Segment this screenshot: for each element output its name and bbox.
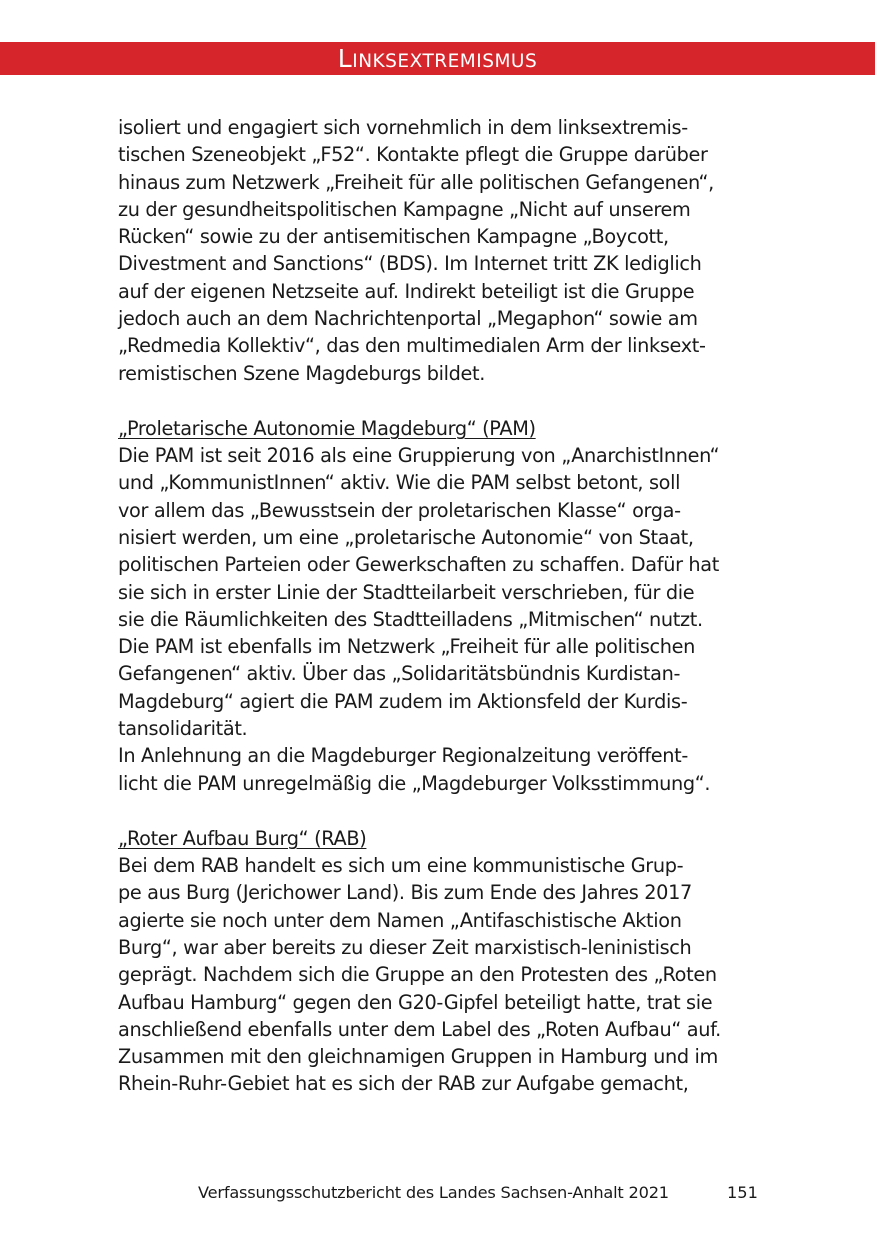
section-heading-rab: „Roter Aufbau Burg“ (RAB) [118, 826, 367, 850]
text-line: pe aus Burg (Jerichower Land). Bis zum Ende des Jahres 2017 [118, 881, 692, 905]
text-line: Divestment and Sanctions“ (BDS). Im Internet tritt ZK lediglich [118, 252, 702, 276]
section-rab [118, 825, 766, 1098]
text-line: isoliert und engagiert sich vornehmlich in dem linksextremis- [118, 116, 688, 139]
footer-publication-title: Verfassungsschutzbericht des Landes Sachsen-Anhalt 2021 [198, 1183, 669, 1202]
chapter-title [0, 43, 875, 77]
page-body [118, 114, 766, 1098]
text-line: Die PAM ist ebenfalls im Netzwerk „Freiheit für alle politischen [118, 635, 696, 659]
chapter-title-rest: INKSEXTREMISMUS [352, 51, 538, 72]
text-line: tansolidarität. [118, 717, 248, 741]
section-heading-pam: „Proletarische Autonomie Magdeburg“ (PAM) [118, 416, 536, 440]
text-line: Magdeburg“ agiert die PAM zudem im Aktionsfeld der Kurdis- [118, 689, 688, 713]
text-line: hinaus zum Netzwerk „Freiheit für alle politischen Gefangenen“, [118, 170, 714, 194]
paragraph-gap [118, 387, 766, 415]
section-pam [118, 415, 766, 797]
text-line: Burg“, war aber bereits zu dieser Zeit marxistisch-leninistisch [118, 935, 692, 959]
text-line: agierte sie noch unter dem Namen „Antifaschistische Aktion [118, 908, 682, 932]
text-line: remistischen Szene Magdeburgs bildet. [118, 361, 486, 385]
text-line: sie die Räumlichkeiten des Stadtteilladens „Mitmischen“ nutzt. [118, 607, 703, 631]
text-line: „Redmedia Kollektiv“, das den multimedialen Arm der linksext- [118, 334, 706, 358]
text-line: politischen Parteien oder Gewerkschaften zu schaffen. Dafür hat [118, 553, 719, 577]
text-line: nisiert werden, um eine „proletarische Autonomie“ von Staat, [118, 525, 694, 549]
text-line: Aufbau Hamburg“ gegen den G20-Gipfel beteiligt hatte, trat sie [118, 990, 713, 1014]
text-line: Die PAM ist seit 2016 als eine Gruppierung von „AnarchistInnen“ [118, 444, 720, 468]
text-line: licht die PAM unregelmäßig die „Magdeburger Volksstimmung“. [118, 771, 711, 795]
text-line: Zusammen mit den gleichnamigen Gruppen in Hamburg und im [118, 1045, 718, 1069]
text-line: tischen Szeneobjekt „F52“. Kontakte pflegt die Gruppe darüber [118, 143, 708, 167]
text-line: Rücken“ sowie zu der antisemitischen Kampagne „Boycott, [118, 225, 669, 249]
chapter-header-band [0, 42, 875, 75]
text-line: jedoch auch an dem Nachrichtenportal „Megaphon“ sowie am [118, 307, 698, 331]
chapter-title-initial: L [337, 44, 353, 73]
section-heading-line [118, 415, 766, 442]
page-number: 151 [727, 1183, 758, 1202]
text-line: sie sich in erster Linie der Stadtteilarbeit verschrieben, für die [118, 580, 695, 604]
text-line: auf der eigenen Netzseite auf. Indirekt beteiligt ist die Gruppe [118, 279, 695, 303]
text-line: zu der gesundheitspolitischen Kampagne „Nicht auf unserem [118, 197, 691, 221]
text-line: Bei dem RAB handelt es sich um eine kommunistische Grup- [118, 854, 684, 878]
text-line: und „KommunistInnen“ aktiv. Wie die PAM selbst betont, soll [118, 471, 681, 495]
text-line: In Anlehnung an die Magdeburger Regionalzeitung veröffent- [118, 744, 688, 768]
paragraph-gap [118, 797, 766, 825]
paragraph-zk-continuation [118, 114, 766, 387]
text-line: Gefangenen“ aktiv. Über das „Solidaritätsbündnis Kurdistan- [118, 662, 681, 686]
text-line: anschließend ebenfalls unter dem Label des „Roten Aufbau“ auf. [118, 1017, 721, 1041]
text-line: vor allem das „Bewusstsein der proletarischen Klasse“ orga- [118, 498, 681, 522]
text-line: geprägt. Nachdem sich die Gruppe an den Protesten des „Roten [118, 963, 717, 987]
section-heading-line [118, 825, 766, 852]
text-line: Rhein-Ruhr-Gebiet hat es sich der RAB zur Aufgabe gemacht, [118, 1072, 689, 1096]
